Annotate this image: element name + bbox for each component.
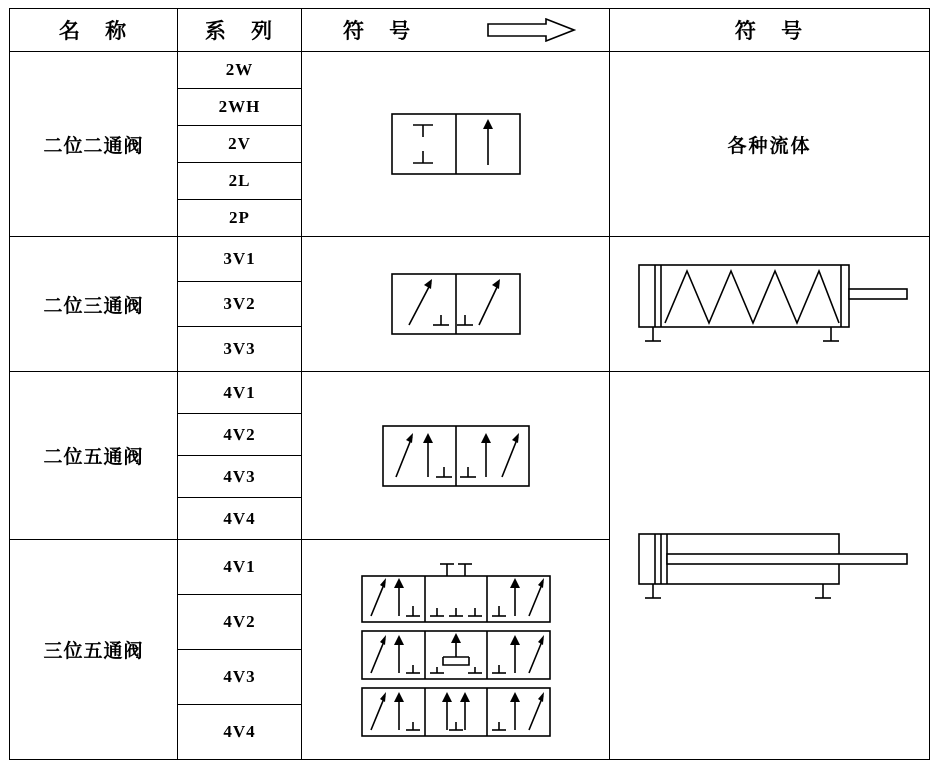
valve-name-4: 三位五通阀 <box>10 540 178 760</box>
series-item: 4V2 <box>178 595 302 650</box>
valve-name-1: 二位二通阀 <box>10 52 178 237</box>
series-item: 3V1 <box>178 237 302 282</box>
series-item: 3V3 <box>178 327 302 372</box>
series-item: 2P <box>178 200 302 237</box>
right-arrow-icon <box>486 18 576 42</box>
series-item: 4V2 <box>178 414 302 456</box>
series-item: 2L <box>178 163 302 200</box>
series-item: 2WH <box>178 89 302 126</box>
table-row <box>10 52 930 89</box>
series-item: 4V1 <box>178 372 302 414</box>
media-2 <box>610 237 930 372</box>
series-item: 2W <box>178 52 302 89</box>
valve-symbol-1 <box>302 52 610 237</box>
header-symbol-left <box>302 9 610 52</box>
valve-table <box>9 8 930 760</box>
series-item: 2V <box>178 126 302 163</box>
header-series: 系 列 <box>178 9 302 52</box>
table-header-row <box>10 9 930 52</box>
media-1: 各种流体 <box>610 52 930 237</box>
valve-name-2: 二位三通阀 <box>10 237 178 372</box>
header-name: 名 称 <box>10 9 178 52</box>
series-item: 4V4 <box>178 498 302 540</box>
header-symbol-left-label: 符 号 <box>342 19 421 43</box>
valve-name-3: 二位五通阀 <box>10 372 178 540</box>
series-item: 4V4 <box>178 705 302 760</box>
valve-symbol-4 <box>302 540 610 760</box>
series-item: 3V2 <box>178 282 302 327</box>
header-symbol-right: 符 号 <box>610 9 930 52</box>
valve-symbol-2 <box>302 237 610 372</box>
series-item: 4V1 <box>178 540 302 595</box>
media-3 <box>610 372 930 760</box>
table-row <box>10 372 930 414</box>
valve-symbol-table-sheet <box>0 8 938 762</box>
table-row <box>10 237 930 282</box>
valve-symbol-3 <box>302 372 610 540</box>
series-item: 4V3 <box>178 456 302 498</box>
series-item: 4V3 <box>178 650 302 705</box>
